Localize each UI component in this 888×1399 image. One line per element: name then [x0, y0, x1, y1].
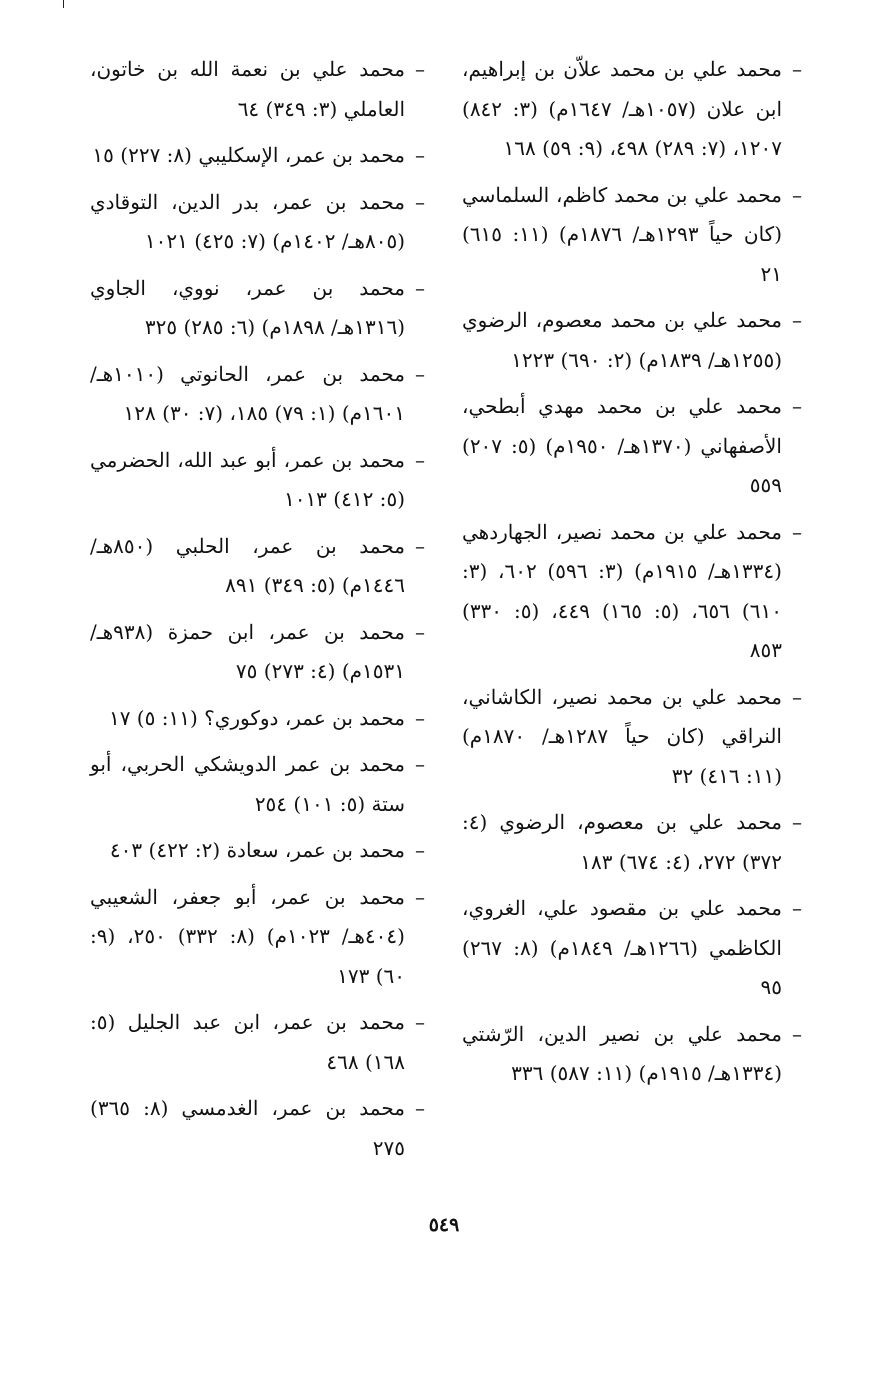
- index-entry: – محمد بن عمر، ابن حمزة (٩٣٨هـ/ ١٥٣١م) (٤: ٢٧٣) ٧٥: [90, 613, 425, 692]
- index-entry: – محمد علي بن نعمة الله بن خاتون، العاملي (٣: ٣٤٩) ٦٤: [90, 50, 425, 129]
- index-entry: – محمد علي بن محمد نصير، الجهاردهي (١٣٣٤هـ/ ١٩١٥م) (٣: ٥٩٦) ٦٠٢، (٣: ٦١٠) ٦٥٦، (٥: ١٦٥) ٤٤٩، (٥: ٣٣٠) ٨٥٣: [462, 513, 802, 671]
- index-entry: – محمد علي بن محمد مهدي أبطحي، الأصفهاني (١٣٧٠هـ/ ١٩٥٠م) (٥: ٢٠٧) ٥٥٩: [462, 387, 802, 506]
- index-entry: – محمد بن عمر، أبو جعفر، الشعيبي (٤٠٤هـ/ ١٠٢٣م) (٨: ٣٣٢) ٢٥٠، (٩: ٦٠) ١٧٣: [90, 878, 425, 997]
- index-entry: – محمد علي بن محمد كاظم، السلماسي (كان حياً ١٢٩٣هـ/ ١٨٧٦م) (١١: ٦١٥) ٢١: [462, 176, 802, 295]
- index-entry: – محمد بن عمر الدويشكي الحربي، أبو ستة (٥: ١٠١) ٢٥٤: [90, 745, 425, 824]
- index-entry: – محمد بن عمر، بدر الدين، التوقادي (٨٠٥هـ/ ١٤٠٢م) (٧: ٤٢٥) ١٠٢١: [90, 183, 425, 262]
- index-entry: – محمد بن عمر، أبو عبد الله، الحضرمي (٥: ٤١٢) ١٠١٣: [90, 441, 425, 520]
- index-column-right: [462, 50, 802, 1101]
- index-entry: – محمد بن عمر، سعادة (٢: ٤٢٢) ٤٠٣: [90, 831, 425, 871]
- index-entry: – محمد بن عمر، ابن عبد الجليل (٥: ١٦٨) ٤٦٨: [90, 1003, 425, 1082]
- index-entry: – محمد بن عمر، الإسكليبي (٨: ٢٢٧) ١٥: [90, 136, 425, 176]
- index-entry: – محمد بن عمر، الحانوتي (١٠١٠هـ/ ١٦٠١م) (١: ٧٩) ١٨٥، (٧: ٣٠) ١٢٨: [90, 355, 425, 434]
- margin-tick: [63, 0, 64, 8]
- index-entry: – محمد علي بن محمد علاّن بن إبراهيم، ابن علان (١٠٥٧هـ/ ١٦٤٧م) (٣: ٨٤٢) ١٢٠٧، (٧: ٢٨٩) ٤٩٨، (٩: ٥٩) ١٦٨: [462, 50, 802, 169]
- index-entry: – محمد علي بن محمد نصير، الكاشاني، النراقي (كان حياً ١٢٨٧هـ/ ١٨٧٠م) (١١: ٤١٦) ٣٢: [462, 678, 802, 797]
- index-entry: – محمد علي بن مقصود علي، الغروي، الكاظمي (١٢٦٦هـ/ ١٨٤٩م) (٨: ٢٦٧) ٩٥: [462, 889, 802, 1008]
- index-column-left: [90, 50, 425, 1175]
- index-entry: – محمد بن عمر، دوكوري؟ (١١: ٥) ١٧: [90, 699, 425, 739]
- index-entry: – محمد بن عمر، الحلبي (٨٥٠هـ/ ١٤٤٦م) (٥: ٣٤٩) ٨٩١: [90, 527, 425, 606]
- index-entry: – محمد بن عمر، نووي، الجاوي (١٣١٦هـ/ ١٨٩٨م) (٦: ٢٨٥) ٣٢٥: [90, 269, 425, 348]
- index-entry: – محمد علي بن معصوم، الرضوي (٤: ٣٧٢) ٢٧٢، (٤: ٦٧٤) ١٨٣: [462, 803, 802, 882]
- page-number: ٥٤٩: [428, 1214, 460, 1236]
- index-entry: – محمد علي بن محمد معصوم، الرضوي (١٢٥٥هـ/ ١٨٣٩م) (٢: ٦٩٠) ١٢٢٣: [462, 301, 802, 380]
- index-entry: – محمد بن عمر، الغدمسي (٨: ٣٦٥) ٢٧٥: [90, 1089, 425, 1168]
- index-entry: – محمد علي بن نصير الدين، الرّشتي (١٣٣٤هـ/ ١٩١٥م) (١١: ٥٨٧) ٣٣٦: [462, 1015, 802, 1094]
